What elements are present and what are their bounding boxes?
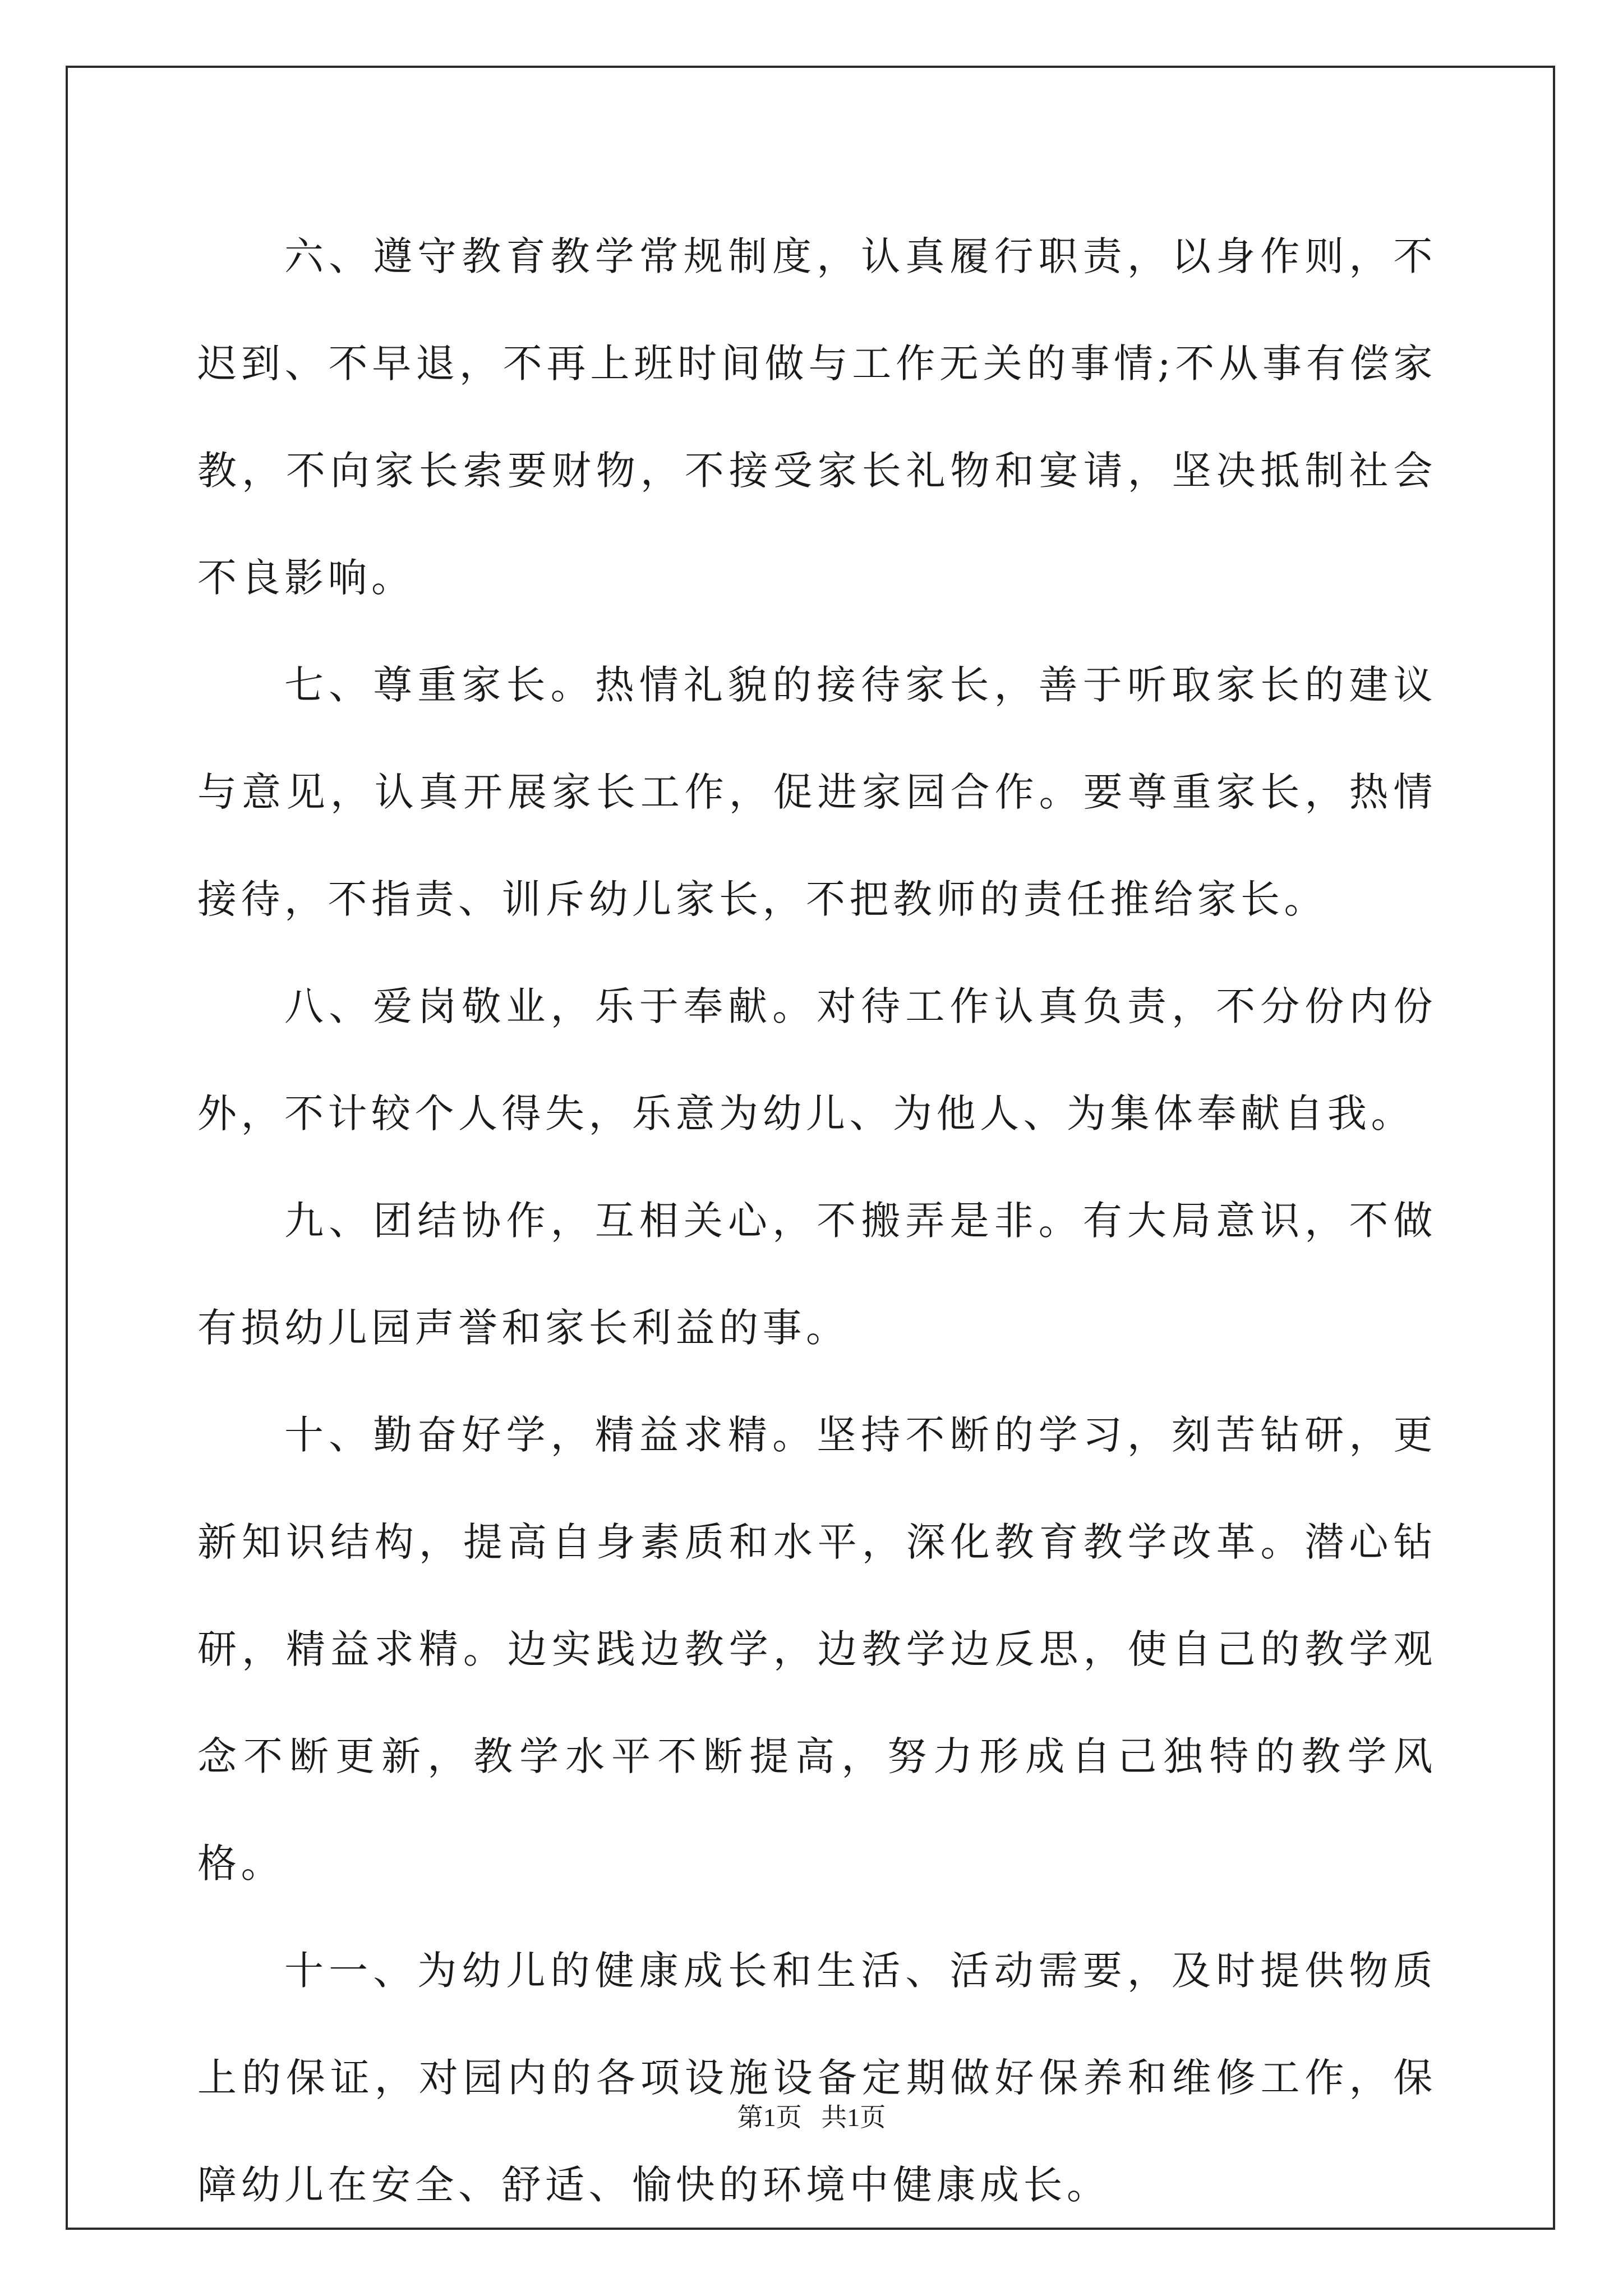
paragraph-8: 八、爱岗敬业，乐于奉献。对待工作认真负责，不分份内份外，不计较个人得失，乐意为幼儿、为他人、为集体奉献自我。 — [197, 983, 1437, 1137]
document-body — [197, 203, 1437, 2239]
paragraph-11: 十一、为幼儿的健康成长和生活、活动需要，及时提供物质上的保证，对园内的各项设施设备定期做好保养和维修工作，保障幼儿在安全、舒适、愉快的环境中健康成长。 — [197, 1948, 1437, 2208]
page-number-footer: 第1页 共1页 — [737, 2103, 886, 2132]
paragraph-9: 九、团结协作，互相关心，不搬弄是非。有大局意识，不做有损幼儿园声誉和家长利益的事。 — [197, 1198, 1437, 1351]
paragraph-7: 七、尊重家长。热情礼貌的接待家长，善于听取家长的建议与意见，认真开展家长工作，促进家园合作。要尊重家长，热情接待，不指责、训斥幼儿家长，不把教师的责任推给家长。 — [197, 662, 1437, 922]
paragraph-10: 十、勤奋好学，精益求精。坚持不断的学习，刻苦钻研，更新知识结构，提高自身素质和水平，深化教育教学改革。潜心钻研，精益求精。边实践边教学，边教学边反思，使自己的教学观念不断更新，教学水平不断提高，努力形成自己独特的教学风格。 — [197, 1412, 1437, 1887]
paragraph-6: 六、遵守教育教学常规制度，认真履行职责，以身作则，不迟到、不早退，不再上班时间做与工作无关的事情;不从事有偿家教，不向家长索要财物，不接受家长礼物和宴请，坚决抵制社会不良影响。 — [197, 233, 1437, 601]
